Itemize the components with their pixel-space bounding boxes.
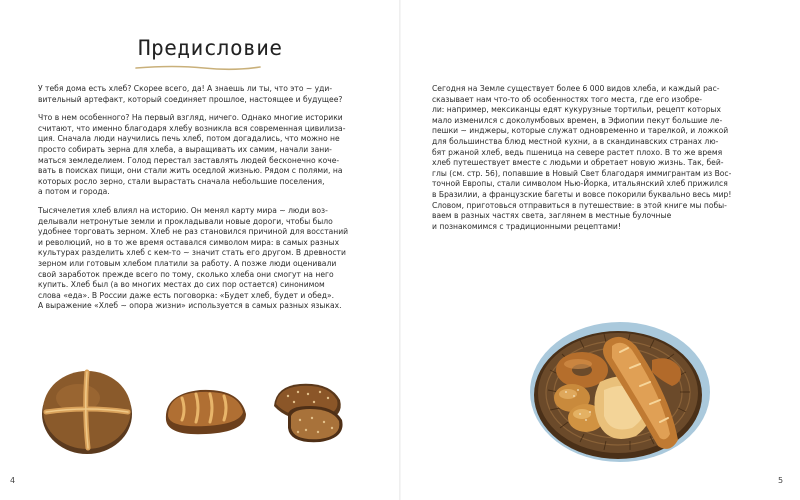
text-line: ваем в разных частях света, заглянем в местные булочные [432, 211, 672, 221]
text-line: глы (см. стр. 56), попавшие в Новый Свет благодаря иммигрантам из Вос- [432, 168, 732, 178]
text-line: А выражение «Хлеб ~ опора жизни» используется в самых разных языках. [38, 301, 342, 311]
text-line: хлеб путешествует вместе с людьми и обретает новую жизнь. Так, бей- [432, 158, 724, 168]
text-line: Сегодня на Земле существует более 6 000 видов хлеба, и каждый рас- [432, 84, 720, 93]
text-line: Словом, приготовься отправиться в путешествие: в этой книге мы побы- [432, 200, 727, 210]
text-line: точной Европы, стали символом Нью-Йорка, итальянский хлеб прижился [432, 179, 728, 189]
text-line: удобнее торговать зерном. Хлеб не раз становился причиной для восстаний [38, 227, 349, 237]
text-line: для большинства блюд местной кухни, а в скандинавских странах лю- [432, 136, 719, 146]
page-number: 5 [778, 476, 784, 485]
text-line: вительный артефакт, который соединяет прошлое, настоящее и будущее? [38, 94, 343, 104]
text-line: считают, что именно благодаря хлебу возникла вся современная цивилиза- [38, 123, 346, 133]
text-line: и революций, но в то же время оставался символом мира: в самых разных [38, 237, 340, 247]
paragraph [38, 113, 368, 198]
loaf-bread-illustration [160, 380, 250, 440]
text-line: сказывает нам что-то об особенностях того места, где его изобре- [432, 94, 703, 104]
body-text-left [38, 84, 368, 320]
text-line: Что в нем особенного? На первый взгляд, ничего. Однако многие историки [38, 113, 343, 123]
text-line: вать в поисках пищи, они стали жить оседлой жизнью. Рядом с полями, на [38, 166, 343, 176]
text-line: просто собирать зерна для хлеба, а выращивать их самим, начали зани- [38, 144, 332, 154]
seeded-bread-illustration [270, 376, 350, 446]
text-line: и познакомимся с традиционными рецептами! [432, 221, 621, 231]
text-line: зерном или готовым хлебом платили за работу. А позже люди оценивали [38, 258, 337, 268]
text-line: делывали нетронутые земли и прокладывали новые дороги, чтобы было [38, 216, 333, 226]
body-text-right [432, 84, 762, 240]
text-line: купить. Хлеб был (а во многих местах до сих пор остается) синонимом [38, 280, 325, 290]
text-line: культурах разделить хлеб с кем-то ~ значит стать его другом. В древности [38, 248, 346, 258]
page-title: Предисловие [138, 36, 283, 60]
text-line: бят ржаной хлеб, ведь пшеница на севере растет плохо. В то же время [432, 147, 723, 157]
text-line: которых росло зерно, стали вырастать сначала небольшие поселения, [38, 176, 325, 186]
text-line: слова «еда». В России даже есть поговорка: «Будет хлеб, будет и обед». [38, 290, 335, 300]
text-line: У тебя дома есть хлеб? Скорее всего, да! А знаешь ли ты, что это ~ уди- [38, 84, 333, 93]
title-underline [134, 64, 262, 72]
text-line: ли: например, мексиканцы едят кукурузные тортильи, рецепт которых [432, 105, 722, 115]
text-line: в Бразилии, а французские багеты и вовсе покорили буквально весь мир! [432, 189, 732, 199]
text-line: Тысячелетия хлеб влиял на историю. Он менял карту мира ~ люди воз- [38, 205, 328, 215]
paragraph [38, 84, 368, 105]
text-line: мало изменился с доколумбовых времен, в Эфиопии пекут большие ле- [432, 115, 723, 125]
page-number: 4 [10, 476, 16, 485]
text-line: ция. Сначала люди научились печь хлеб, потом догадались, что можно не [38, 134, 340, 144]
round-bread-illustration [38, 362, 136, 458]
bread-basket-illustration [520, 300, 715, 465]
text-line: маться земледелием. Голод перестал заставлять людей бесконечно коче- [38, 155, 340, 165]
paragraph [38, 206, 368, 312]
text-line: свой заработок прежде всего по тому, сколько хлеба они смогут на него [38, 269, 334, 279]
paragraph [432, 84, 762, 232]
right-page [400, 0, 800, 500]
text-line: пешки ~ инджеры, которые служат одновременно и тарелкой, и ложкой [432, 126, 729, 136]
text-line: а потом и города. [38, 187, 110, 197]
